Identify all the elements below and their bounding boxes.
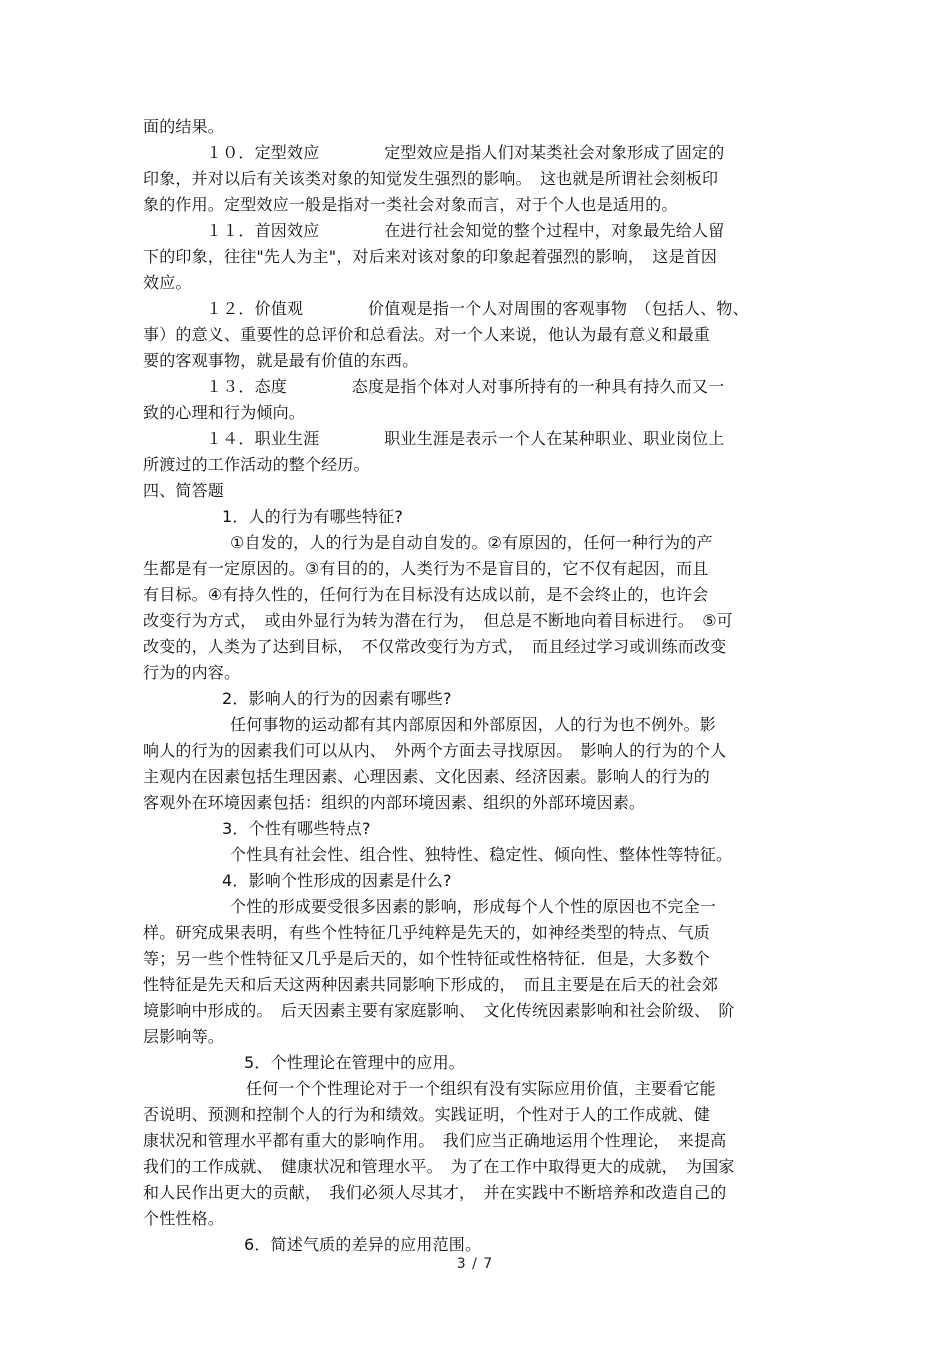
text-line: 层影响等。 <box>143 1027 225 1046</box>
text-line: 性特征是先天和后天这两种因素共同影响下形成的， 而且主要是在后天的社会郊 <box>143 975 719 994</box>
text-line: １０．定型效应 定型效应是指人们对某类社会对象形成了固定的 <box>206 143 725 162</box>
text-line: 客观外在环境因素包括：组织的内部环境因素、组织的外部环境因素。 <box>143 793 646 812</box>
question-heading: 1．人的行为有哪些特征? <box>222 507 404 526</box>
question-heading: 3．个性有哪些特点? <box>222 819 371 838</box>
text-line: 样。研究成果表明，有些个性特征几乎纯粹是先天的，如神经类型的特点、气质 <box>143 923 711 942</box>
text-line: 事）的意义、重要性的总评价和总看法。对一个人来说，他认为最有意义和最重 <box>143 325 711 344</box>
text-line: 改变的，人类为了达到目标， 不仅常改变行为方式， 而且经过学习或训练而改变 <box>143 637 727 656</box>
text-line: 响人的行为的因素我们可以从内、 外两个方面去寻找原因。 影响人的行为的个人 <box>143 741 727 760</box>
text-line: １２．价值观 价值观是指一个人对周围的客观事物 （包括人、物、 <box>206 299 749 318</box>
text-line: 面的结果。 <box>143 117 225 136</box>
text-line: 所渡过的工作活动的整个经历。 <box>143 455 370 474</box>
text-line: １３．态度 态度是指个体对人对事所持有的一种具有持久而又一 <box>206 377 725 396</box>
text-line: 个性的形成要受很多因素的影响，形成每个人个性的原因也不完全一 <box>230 897 717 916</box>
text-line: 要的客观事物，就是最有价值的东西。 <box>143 351 419 370</box>
text-line: 效应。 <box>143 273 192 292</box>
text-line: 印象，并对以后有关该类对象的知觉发生强烈的影响。 这也就是所谓社会刻板印 <box>143 169 719 188</box>
text-line: 康状况和管理水平都有重大的影响作用。 我们应当正确地运用个性理论， 来提高 <box>143 1131 727 1150</box>
question-heading: 4．影响个性形成的因素是什么? <box>222 871 452 890</box>
question-heading: 6．简述气质的差异的应用范围。 <box>244 1235 482 1254</box>
text-line: 任何事物的运动都有其内部原因和外部原因，人的行为也不例外。影 <box>230 715 717 734</box>
text-line: 致的心理和行为倾向。 <box>143 403 306 422</box>
text-line: ①自发的，人的行为是自动自发的。②有原因的，任何一种行为的产 <box>230 533 713 552</box>
text-line: 任何一个个性理论对于一个组织有没有实际应用价值，主要看它能 <box>246 1079 716 1098</box>
text-line: 境影响中形成的。 后天因素主要有家庭影响、 文化传统因素影响和社会阶级、 阶 <box>143 1001 735 1020</box>
text-line: 我们的工作成就、 健康状况和管理水平。 为了在工作中取得更大的成就， 为国家 <box>143 1157 735 1176</box>
text-line: 否说明、预测和控制个人的行为和绩效。实践证明，个性对于人的工作成就、健 <box>143 1105 711 1124</box>
text-line: 象的作用。定型效应一般是指对一类社会对象而言，对于个人也是适用的。 <box>143 195 678 214</box>
text-line: 个性具有社会性、组合性、独特性、稳定性、倾向性、整体性等特征。 <box>230 845 733 864</box>
text-line: 改变行为方式， 或由外显行为转为潜在行为， 但总是不断地向着目标进行。 ⑤可 <box>143 611 733 630</box>
text-line: 主观内在因素包括生理因素、心理因素、文化因素、经济因素。影响人的行为的 <box>143 767 711 786</box>
text-line: 行为的内容。 <box>143 663 241 682</box>
text-line: 下的印象，往往"先人为主"，对后来对该对象的印象起着强烈的影响， 这是首因 <box>143 247 718 266</box>
text-line: 等；另一些个性特征又几乎是后天的，如个性特征或性格特征．但是，大多数个 <box>143 949 711 968</box>
text-line: １４．职业生涯 职业生涯是表示一个人在某种职业、职业岗位上 <box>206 429 725 448</box>
question-heading: 5．个性理论在管理中的应用。 <box>244 1053 465 1072</box>
text-line: 个性性格。 <box>143 1209 225 1228</box>
page-number: 3 / 7 <box>456 1256 494 1272</box>
text-line: 有目标。④有持久性的，任何行为在目标没有达成以前，是不会终止的，也许会 <box>143 585 709 604</box>
question-heading: 2．影响人的行为的因素有哪些? <box>222 689 452 708</box>
text-line: 和人民作出更大的贡献， 我们必须人尽其才， 并在实践中不断培养和改造自己的 <box>143 1183 727 1202</box>
section-heading: 四、简答题 <box>143 481 225 500</box>
text-line: １１．首因效应 在进行社会知觉的整个过程中，对象最先给人留 <box>206 221 725 240</box>
text-line: 生都是有一定原因的。③有目的的，人类行为不是盲目的，它不仅有起因，而且 <box>143 559 709 578</box>
